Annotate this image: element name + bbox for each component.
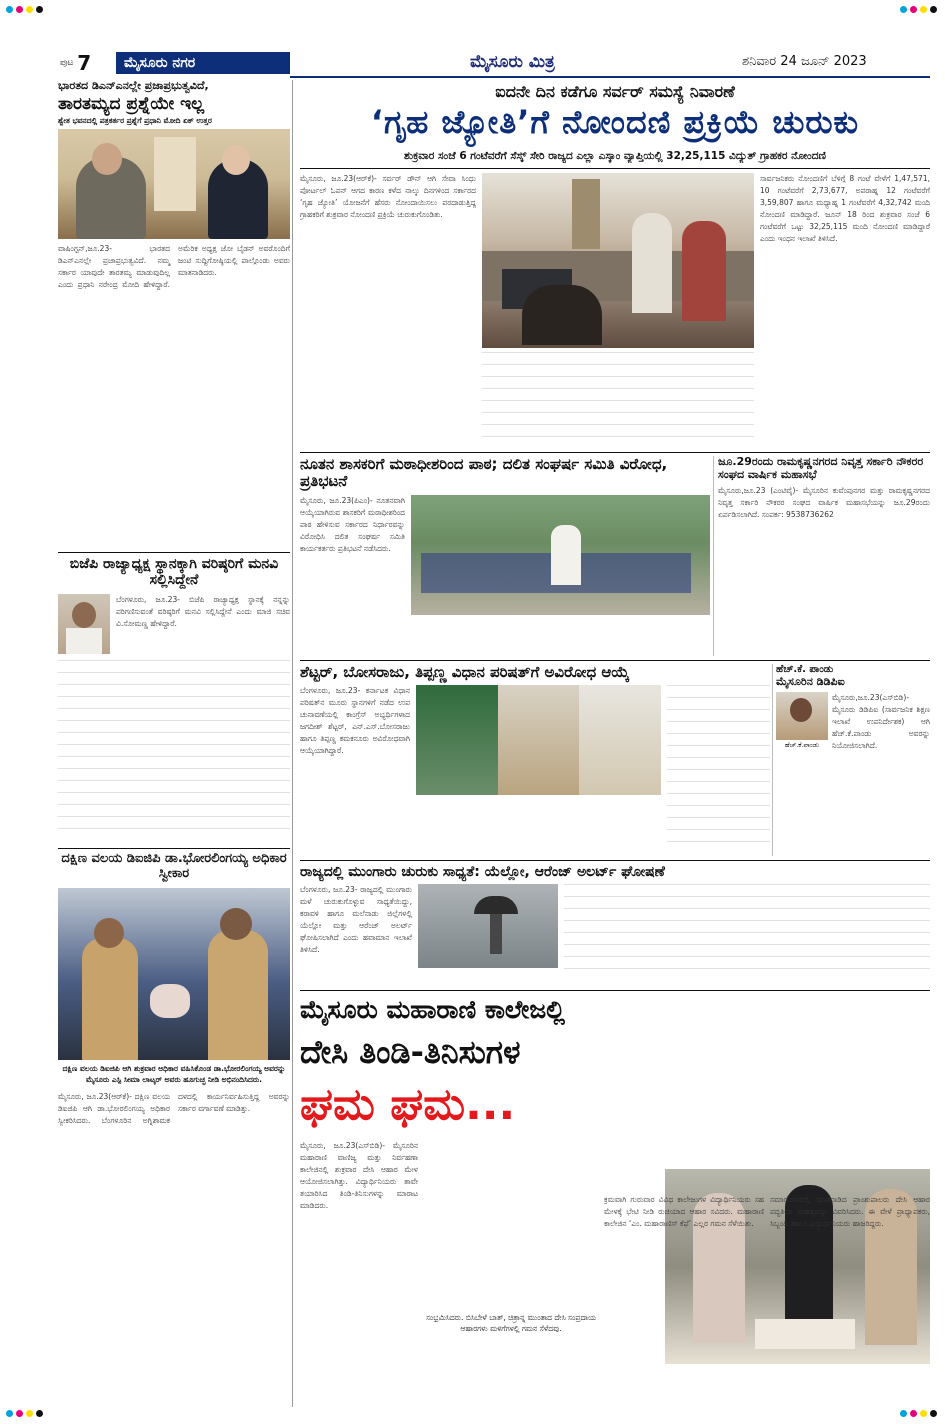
feature-body-col3: ಸಮಾರೋಪದಲ್ಲಿ ಮಾತನಾಡಿದ ಪ್ರಾಂಶುಪಾಲರು ದೇಸಿ ಆಹಾರ ಪದ್ಧತಿಯ ಮಹತ್ವವನ್ನು ವಿವರಿಸಿದರು. ಈ ವೇಳೆ ಪ್ರಾಧ್ಯಾಪಕರು, ಸಿಬ್ಬಂದಿ ಹಾಗೂ ವಿದ್ಯಾರ್ಥಿನಿಯರು ಹಾಜರಿದ್ದರು. xyxy=(770,1195,930,1228)
divider xyxy=(58,848,290,849)
story-digp xyxy=(58,852,290,1407)
page-number: 7 xyxy=(77,51,92,75)
story-headline: ತಾರತಮ್ಯದ ಪ್ರಶ್ನೆಯೇ ಇಲ್ಲ xyxy=(58,93,205,114)
header-rule xyxy=(290,76,930,78)
story-bjp xyxy=(58,556,290,846)
story-headline: ನೂತನ ಶಾಸಕರಿಗೆ ಮಠಾಧೀಶರಿಂದ ಪಾಠ; ದಲಿತ ಸಂಘರ್ಷ ಸಮಿತಿ ವಿರೋಧ, ಪ್ರತಿಭಟನೆ xyxy=(300,455,668,491)
divider xyxy=(300,990,930,991)
story-headline: ಜೂ.29ರಂದು ರಾಮಕೃಷ್ಣನಗರದ ನಿವೃತ್ತ ಸರ್ಕಾರಿ ನೌಕರರ ಸಂಘದ ವಾರ್ಷಿಕ ಮಹಾಸಭೆ xyxy=(718,455,924,481)
column-rule xyxy=(772,664,773,856)
lead-body-col2 xyxy=(482,352,754,447)
rain-photo xyxy=(418,884,558,968)
story-body: ಬೆಂಗಳೂರು, ಜೂ.23- ಬಿಜೆಪಿ ರಾಜ್ಯಾಧ್ಯಕ್ಷ ಸ್ಥಾನಕ್ಕೆ ನನ್ನನ್ನು ಪರಿಗಣಿಸುವಂತೆ ವರಿಷ್ಠರಿಗೆ ಮನವಿ ಸಲ್ಲಿಸಿದ್ದೇನೆ ಎಂದು ಮಾಜಿ ಸಚಿವ ವಿ.ಸೋಮಣ್ಣ ಹೇಳಿದ್ದಾರೆ. xyxy=(116,595,290,629)
lead-subhead: ಶುಕ್ರವಾರ ಸಂಜೆ 6 ಗಂಟೆವರೆಗೆ ಸೆಸ್ಕ್ ಸೇರಿ ರಾಜ್ಯದ ಎಲ್ಲಾ ಎಸ್ಕಾಂ ವ್ಯಾಪ್ತಿಯಲ್ಲಿ 32,25,115 ವಿದ್ಯುತ್ ಗ್ರಾಹಕರ ನೋಂದಣಿ xyxy=(404,150,826,162)
lead-body-col1: ಮೈಸೂರು, ಜೂ.23(ಆರ್‌ಕೆ)- ಸರ್ವರ್ ಡೌನ್ ಆಗಿ ಸೇವಾ ಸಿಂಧು ಪೋರ್ಟಲ್ ಓಪನ್ ಆಗದ ಕಾರಣ ಕಳೆದ ನಾಲ್ಕು ದಿನಗಳಿಂದ ಸರ್ಕಾರದ ‘ಗೃಹ ಜ್ಯೋತಿ’ ಯೋಜನೆಗೆ ಹೆಸರು ನೋಂದಾಯಿಸಲು ಪರದಾಡುತ್ತಿದ್ದ ಗ್ರಾಹಕರಿಗೆ ಶುಕ್ರವಾರ ನೋಂದಣಿ ಪ್ರಕ್ರಿಯೆ ಚುರುಕುಗೊಂಡಿತು. xyxy=(300,174,476,219)
story-body: ಮೈಸೂರು, ಜೂ.23(ಪಿಎಂ)- ನೂತನವಾಗಿ ಆಯ್ಕೆಯಾಗಿರುವ ಶಾಸಕರಿಗೆ ಮಠಾಧೀಶರಿಂದ ಪಾಠ ಹೇಳಿಸುವ ಸರ್ಕಾರದ ನಿರ್ಧಾರವನ್ನು ವಿರೋಧಿಸಿ ದಲಿತ ಸಂಘರ್ಷ ಸಮಿತಿ ಕಾರ್ಯಕರ್ತರು ಪ್ರತಿಭಟನೆ ನಡೆಸಿದರು. xyxy=(300,495,405,553)
lead-headline: ‘ಗೃಹ ಜ್ಯೋತಿ’ಗೆ ನೋಂದಣಿ ಪ್ರಕ್ರಿಯೆ ಚುರುಕು xyxy=(370,103,860,141)
reg-dots-bottom-right xyxy=(900,1410,937,1417)
issue-date: ಶನಿವಾರ 24 ಜೂನ್ 2023 xyxy=(742,54,867,69)
lead-body-col3: ಸಾರ್ವಜನಿಕರು ನೋಂದಣಿಗೆ ಬೆಳಿಗ್ಗೆ 8 ಗಂಟೆ ವೇಳೆಗೆ 1,47,571, 10 ಗಂಟೆವರೆಗೆ 2,73,677, ಅಪರಾಹ್ನ 12 ಗಂಟೆವರೆಗೆ 3,59,807 ಹಾಗೂ ಮಧ್ಯಾಹ್ನ 1 ಗಂಟೆವರೆಗೆ 4,32,742 ಮಂದಿ ನೋಂದಣಿ ಮಾಡಿದ್ದಾರೆ. ಜೂನ್ 18 ರಿಂದ ಶುಕ್ರವಾರ ಸಂಜೆ 6 ಗಂಟೆವರೆಗೆ ಒಟ್ಟು 32,25,115 ಮಂದಿ ನೋಂದಣಿ ಮಾಡಿದ್ದಾರೆ ಎಂದು ಇಂಧನ ಇಲಾಖೆ ತಿಳಿಸಿದೆ. xyxy=(760,174,930,243)
story-continuation xyxy=(58,660,290,830)
digp-photo xyxy=(58,888,290,1060)
story-retired-assoc xyxy=(718,456,930,656)
story-headline: ದಕ್ಷಿಣ ವಲಯ ಡಿಐಜಿಪಿ ಡಾ.ಭೋರಲಿಂಗಯ್ಯ ಅಧಿಕಾರ ಸ್ವೀಕಾರ xyxy=(61,851,287,881)
story-continuation xyxy=(667,685,770,845)
pandu-photo xyxy=(776,692,828,740)
protest-photo xyxy=(411,495,710,615)
reg-dots-top-right xyxy=(900,6,937,13)
story-monsoon xyxy=(300,864,930,988)
masthead: ಮೈಸೂರು ಮಿತ್ರ xyxy=(470,52,555,72)
feature-headline-red: ಘಮ ಘಮ... xyxy=(300,1079,516,1130)
story-mlc xyxy=(300,664,770,856)
story-body: ಮೈಸೂರು,ಜೂ.23 (ಎಂಟಿವೈ)- ಮೈಸೂರಿನ ಕುವೆಂಪುನಗರ ಮತ್ತು ರಾಮಕೃಷ್ಣನಗರದ ನಿವೃತ್ತ ಸರ್ಕಾರಿ ನೌಕರರ ಸಂಘದ ವಾರ್ಷಿಕ ಮಹಾಸಭೆಯನ್ನು ಜೂ.29ರಂದು ಏರ್ಪಡಿಸಲಾಗಿದೆ. ಸಂಪರ್ಕ: 9538736262 xyxy=(718,486,930,520)
story-body: ಬೆಂಗಳೂರು, ಜೂ.23- ಕರ್ನಾಟಕ ವಿಧಾನ ಪರಿಷತ್‌ನ ಮೂರು ಸ್ಥಾನಗಳಿಗೆ ನಡೆದ ಉಪ ಚುನಾವಣೆಯಲ್ಲಿ ಕಾಂಗ್ರೆಸ್ ಅಭ್ಯರ್ಥಿಗಳಾದ ಜಗದೀಶ್ ಶೆಟ್ಟರ್, ಎನ್.ಎಸ್.ಬೋಸರಾಜು ಹಾಗೂ ತಿಪ್ಪಣ್ಣ ಕಮಕನೂರು ಅವಿರೋಧವಾಗಿ ಆಯ್ಕೆಯಾಗಿದ್ದಾರೆ. xyxy=(300,686,410,756)
story-headline: ಶೆಟ್ಟರ್, ಬೋಸರಾಜು, ತಿಪ್ಪಣ್ಣ ವಿಧಾನ ಪರಿಷತ್‌ಗೆ ಅವಿರೋಧ ಆಯ್ಕೆ xyxy=(300,663,630,681)
story-subhead: ಶ್ವೇತ ಭವನದಲ್ಲಿ ಪತ್ರಕರ್ತರ ಪ್ರಶ್ನೆಗೆ ಪ್ರಧಾನಿ ಮೋದಿ ಏಕ್ ಉತ್ತರ xyxy=(58,116,212,126)
feature-photo-caption: ಸಂಭ್ರಮಿಸಿದರು. ಬಿಸಿಬೇಳೆ ಬಾತ್, ಚಿತ್ರಾನ್ನ ಮುಂತಾದ ದೇಸಿ ಸಂಪ್ರದಾಯ ಆಹಾರಗಳು ಮಳಿಗೆಗಳಲ್ಲಿ ಗಮನ ಸೆಳೆದವು. xyxy=(425,1313,597,1333)
column-rule xyxy=(292,80,293,1407)
story-headline: ರಾಜ್ಯದಲ್ಲಿ ಮುಂಗಾರು ಚುರುಕು ಸಾಧ್ಯತೆ: ಯೆಲ್ಲೋ, ಆರೆಂಜ್ ಅಲರ್ಟ್ ಘೋಷಣೆ xyxy=(300,864,665,880)
story-body: ಮೈಸೂರು,ಜೂ.23(ಎಸ್‌ಬಿಡಿ)- ಮೈಸೂರು ಡಿಡಿಪಿಐ (ಸಾರ್ವಜನಿಕ ಶಿಕ್ಷಣ ಇಲಾಖೆ ಉಪನಿರ್ದೇಶಕ) ಆಗಿ ಹೆಚ್.ಕೆ.ಪಾಂಡು ಅವರನ್ನು ನಿಯೋಜಿಸಲಾಗಿದೆ. xyxy=(832,693,930,751)
modi-biden-photo xyxy=(58,129,290,239)
divider xyxy=(300,660,930,661)
section-name: ಮೈಸೂರು ನಗರ xyxy=(124,55,196,71)
story-headline: ಮೈಸೂರಿನ ಡಿಡಿಪಿಐ xyxy=(776,674,845,688)
story-dss-protest xyxy=(300,456,710,656)
column-rule xyxy=(713,456,714,656)
feature-kicker: ಮೈಸೂರು ಮಹಾರಾಣಿ ಕಾಲೇಜಲ್ಲಿ xyxy=(300,995,566,1024)
story-body: ಬೆಂಗಳೂರು, ಜೂ.23- ರಾಜ್ಯದಲ್ಲಿ ಮುಂಗಾರು ಮಳೆ ಚುರುಕುಗೊಳ್ಳುವ ಸಾಧ್ಯತೆಯಿದ್ದು, ಕರಾವಳಿ ಹಾಗೂ ಮಲೆನಾಡು ಜಿಲ್ಲೆಗಳಲ್ಲಿ ಯೆಲ್ಲೋ ಮತ್ತು ಆರೆಂಜ್ ಅಲರ್ಟ್ ಘೋಷಿಸಲಾಗಿದೆ ಎಂದು ಹವಾಮಾನ ಇಲಾಖೆ ತಿಳಿಸಿದೆ. xyxy=(300,885,412,955)
lead-kicker: ಐದನೇ ದಿನ ಕಡೆಗೂ ಸರ್ವರ್ ಸಮಸ್ಯೆ ನಿವಾರಣೆ xyxy=(495,82,735,101)
page-label xyxy=(58,52,116,74)
story-kicker: ಭಾರತದ ಡಿಎನ್‌ಎನಲ್ಲೇ ಪ್ರಜಾಪ್ರಭುತ್ವವಿದೆ, xyxy=(58,79,209,92)
divider xyxy=(300,452,930,453)
story-body: ಮೈಸೂರು, ಜೂ.23(ಆರ್‌ಕೆ)- ದಕ್ಷಿಣ ವಲಯ ಡಿಐಜಿಪಿ ಆಗಿ ಡಾ.ಭೋರಲಿಂಗಯ್ಯ ಅಧಿಕಾರ ಸ್ವೀಕರಿಸಿದರು. ಬೆಂಗಳೂರಿನ ಅಗ್ನಿಶಾಮಕ ದಳದಲ್ಲಿ ಕಾರ್ಯನಿರ್ವಹಿಸುತ್ತಿದ್ದ ಅವರನ್ನು ಸರ್ಕಾರ ವರ್ಗಾವಣೆ ಮಾಡಿತ್ತು. xyxy=(58,1091,290,1125)
photo-caption: ದಕ್ಷಿಣ ವಲಯ ಡಿಐಜಿಪಿ ಆಗಿ ಶುಕ್ರವಾರ ಅಧಿಕಾರ ವಹಿಸಿಕೊಂಡ ಡಾ.ಭೋರಲಿಂಗಯ್ಯ ಅವರನ್ನು ಮೈಸೂರು ಎಸ್ಪಿ ಸೀಮಾ ಲಾಟ್ಕರ್ ಅವರು ಹೂಗುಚ್ಛ ನೀಡಿ ಅಭಿನಂದಿಸಿದರು. xyxy=(62,1063,286,1084)
section-header-bar xyxy=(58,52,290,74)
story-ddpi xyxy=(776,664,930,856)
story-continuation xyxy=(564,884,930,980)
lead-rule xyxy=(300,168,930,169)
story-body: ವಾಷಿಂಗ್ಟನ್,ಜೂ.23- ಭಾರತದ ಡಿಎನ್‌ಎನಲ್ಲೇ ಪ್ರಜಾಪ್ರಭುತ್ವವಿದೆ. ನಮ್ಮ ಸರ್ಕಾರ ಯಾವುದೇ ತಾರತಮ್ಯ ಮಾಡುವುದಿಲ್ಲ ಎಂದು ಪ್ರಧಾನಿ ನರೇಂದ್ರ ಮೋದಿ ಹೇಳಿದ್ದಾರೆ. ಅಮೆರಿಕ ಅಧ್ಯಕ್ಷ ಜೋ ಬೈಡನ್ ಅವರೊಂದಿಗೆ ಜಂಟಿ ಸುದ್ದಿಗೋಷ್ಠಿಯಲ್ಲಿ ಪಾಲ್ಗೊಂಡು ಅವರು ಮಾತನಾಡಿದರು. xyxy=(58,244,290,290)
reg-dots-top-left xyxy=(6,6,43,13)
reg-dots-bottom-left xyxy=(6,1410,43,1417)
feature-body-col2: ಕ್ರಮವಾಗಿ ಗುರುವಾರ ವಿವಿಧ ಕಾಲೇಜುಗಳ ವಿದ್ಯಾರ್ಥಿನಿಯರು ಸಹ ಮೇಳಕ್ಕೆ ಭೇಟಿ ನೀಡಿ ರುಚಿಯಾದ ಆಹಾರ ಸವಿದರು. ಮಹಾರಾಣಿ ಕಾಲೇಜಿನ ‘ಎಂ. ಮಹಾರಾಣಿಸ್ ಕೆಫೆ’ ಎಲ್ಲರ ಗಮನ ಸೆಳೆಯಿತು. xyxy=(604,1195,764,1228)
mlc-photos xyxy=(416,685,661,795)
story-headline: ಬಿಜೆಪಿ ರಾಜ್ಯಾಧ್ಯಕ್ಷ ಸ್ಥಾನಕ್ಕಾಗಿ ವರಿಷ್ಠರಿಗೆ ಮನವಿ ಸಲ್ಲಿಸಿದ್ದೇನೆ xyxy=(69,556,279,589)
feature-headline: ದೇಸಿ ತಿಂಡಿ-ತಿನಿಸುಗಳ xyxy=(300,1033,521,1071)
divider xyxy=(300,860,930,861)
story-kicker: ಹೆಚ್.ಕೆ. ಪಾಂಡು xyxy=(776,664,834,675)
feature-body-col1: ಮೈಸೂರು, ಜೂ.23(ಎಸ್‌ಬಿಡಿ)- ಮೈಸೂರಿನ ಮಹಾರಾಣಿ ವಾಣಿಜ್ಯ ಮತ್ತು ನಿರ್ವಹಣಾ ಕಾಲೇಜಿನಲ್ಲಿ ಶುಕ್ರವಾರ ದೇಸಿ ಆಹಾರ ಮೇಳ ಆಯೋಜಿಸಲಾಗಿತ್ತು. ವಿದ್ಯಾರ್ಥಿನಿಯರು ತಾವೇ ತಯಾರಿಸಿದ ತಿಂಡಿ-ತಿನಿಸುಗಳನ್ನು ಮಾರಾಟ ಮಾಡಿದರು. xyxy=(300,1141,418,1210)
photo-caption: ಹೆಚ್.ಕೆ.ಪಾಂಡು xyxy=(784,741,820,750)
page-word: ಪುಟ xyxy=(60,58,74,68)
somanna-photo xyxy=(58,594,110,654)
divider xyxy=(58,552,290,553)
lead-photo xyxy=(482,173,754,348)
story-modi xyxy=(58,80,290,550)
